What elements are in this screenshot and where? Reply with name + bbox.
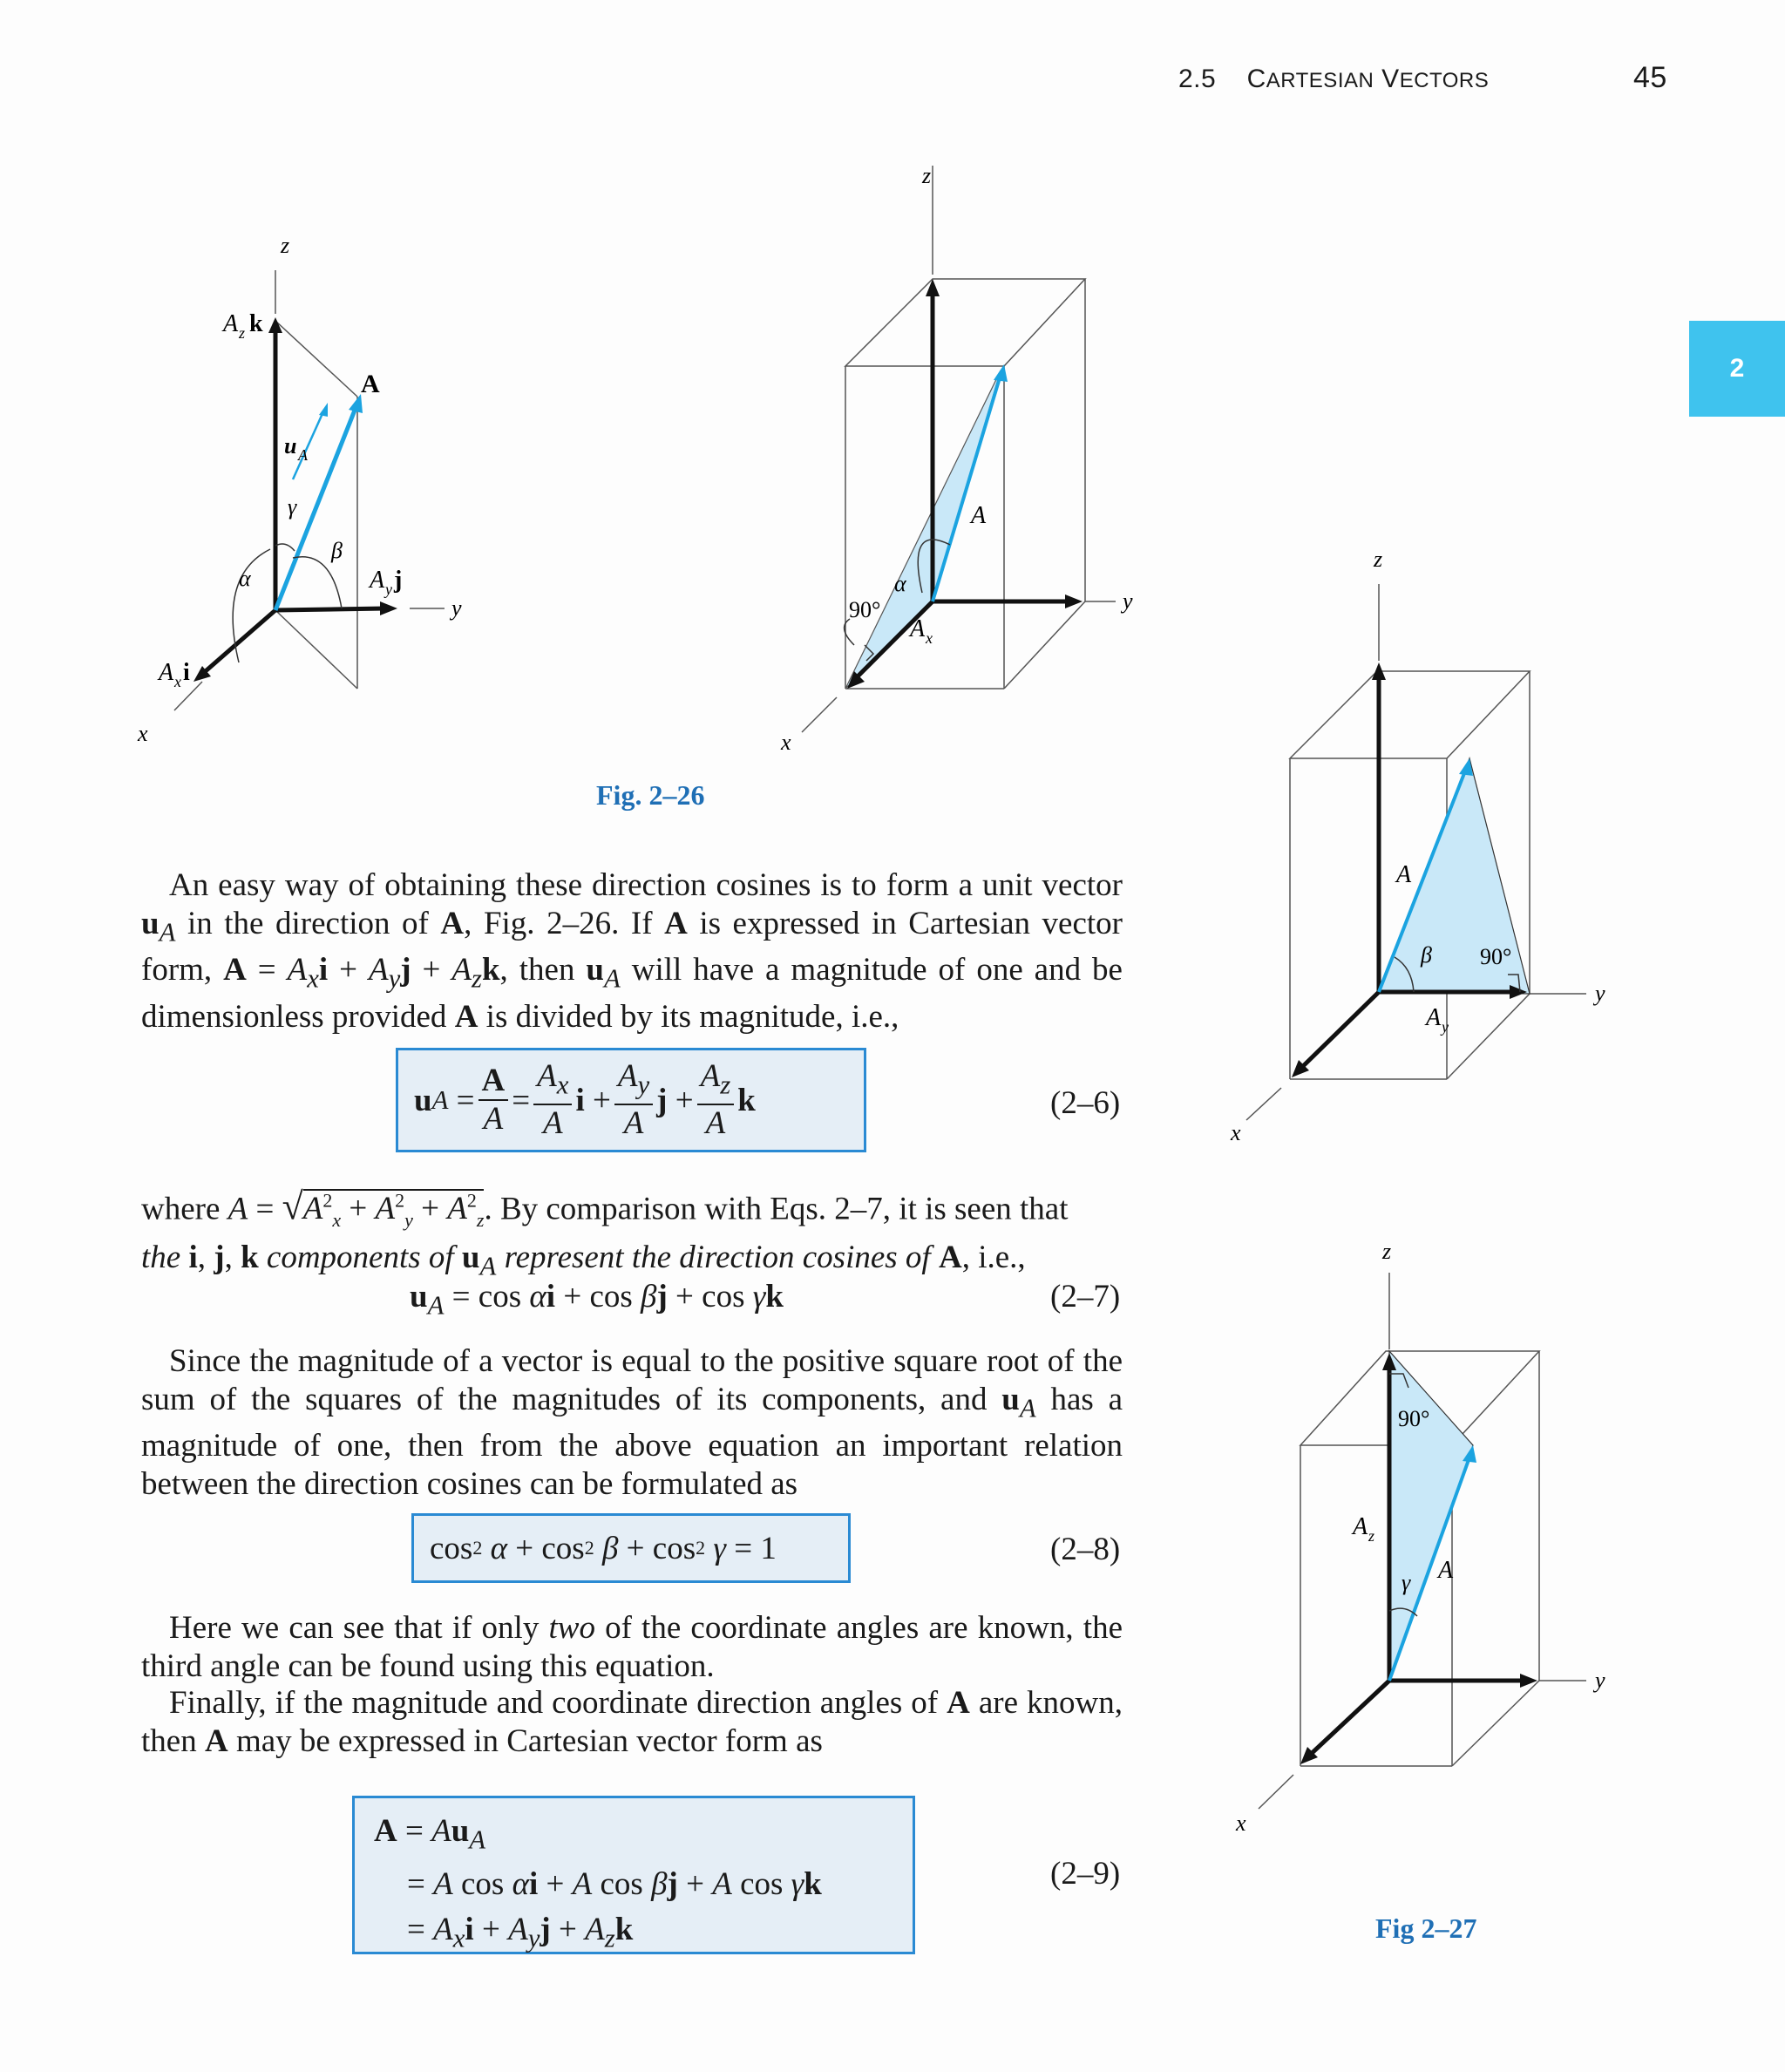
eq29-line-1: $A = Au_A$ [374, 1813, 486, 1855]
svg-text:A: A [1353, 1513, 1368, 1540]
svg-text:A: A [370, 567, 385, 594]
svg-text:A: A [298, 446, 308, 464]
equation-2-8: cos 2 α + cos 2 β + cos 2 γ = 1 [411, 1513, 851, 1583]
svg-text:y: y [1595, 1668, 1605, 1693]
svg-text:β: β [331, 538, 343, 563]
svg-text:y: y [451, 595, 462, 621]
paragraph-5: Finally, if the magnitude and coordinate direction angles of A are known, then A may be expressed in Cartesian vector form as [141, 1685, 1123, 1759]
svg-text:A: A [223, 310, 239, 337]
svg-text:y: y [1442, 1018, 1449, 1036]
svg-text:x: x [138, 721, 148, 746]
equation-2-9 [352, 1796, 915, 1954]
svg-text:z: z [239, 324, 246, 342]
running-header [1178, 65, 1489, 94]
chapter-tab: 2 [1689, 321, 1785, 417]
svg-text:A: A [971, 502, 987, 529]
svg-text:u: u [284, 433, 297, 459]
eq-number-2-6: (2–6) [1050, 1085, 1121, 1121]
svg-text:y: y [1595, 981, 1605, 1006]
eq-number-2-8: (2–8) [1050, 1532, 1121, 1567]
paragraph-3: Since the magnitude of a vector is equal to the positive square root of the sum of the squares of the magnitudes of its components, and $u_A$ has a magnitude of one, then from the above equation an important relation between the direction cosines can be formulated as [141, 1343, 1123, 1502]
svg-text:β: β [1421, 942, 1432, 968]
svg-text:x: x [1231, 1120, 1241, 1145]
svg-text:γ: γ [288, 494, 297, 520]
svg-text:90°: 90° [849, 597, 881, 622]
svg-text:A: A [159, 659, 174, 686]
svg-text:x: x [1236, 1810, 1246, 1836]
svg-text:α: α [239, 566, 251, 591]
paragraph-4: Here we can see that if only two of the coordinate angles are known, the third angle can be found using this equation. [141, 1610, 1123, 1684]
svg-text:j: j [394, 567, 403, 594]
svg-text:α: α [894, 571, 906, 596]
svg-text:k: k [249, 310, 263, 337]
fig26-right-diagram [767, 157, 1168, 767]
svg-text:z: z [1382, 1239, 1392, 1264]
svg-text:A: A [361, 370, 380, 398]
paragraph-2: where $A = √A^2_x + A^2_y + A^2_z$. By comparison with Eqs. 2–7, it is seen that the i, j, k components of $u_A$ represent the direction cosines of A, i.e., [141, 1185, 1069, 1281]
svg-text:90°: 90° [1480, 944, 1512, 969]
eq29-line-2: = A cos αi + A cos βj + A cos γk [407, 1866, 822, 1903]
svg-text:z: z [922, 163, 932, 188]
svg-text:z: z [281, 233, 290, 258]
svg-text:A: A [1396, 861, 1412, 888]
svg-text:y: y [1123, 588, 1133, 614]
svg-text:γ: γ [1402, 1570, 1411, 1595]
svg-text:z: z [1374, 547, 1383, 572]
arrowhead-y [380, 601, 397, 615]
svg-text:x: x [781, 730, 791, 755]
fig26-left-diagram [122, 227, 506, 750]
svg-text:A: A [1426, 1004, 1442, 1031]
eq-number-2-9: (2–9) [1050, 1856, 1121, 1892]
fig26-caption: Fig. 2–26 [596, 779, 705, 811]
fig27-bottom-diagram [1211, 1220, 1630, 1848]
svg-text:x: x [174, 673, 181, 690]
svg-text:i: i [183, 659, 190, 686]
section-number: 2.5 [1178, 65, 1217, 93]
equation-2-6: u A = $\frac{A}{A}$ = $\frac{A_x}{A}$ i + $\frac{A_y}{A}$ j + $\frac{A_z}{A}$ k [396, 1048, 866, 1152]
equation-2-7: $u_A = \cos \alpha i + \cos \beta j + \cos \gamma k$ [410, 1279, 784, 1321]
section-title: CARTESIAN VECTORS [1246, 65, 1490, 93]
svg-text:A: A [910, 615, 926, 642]
svg-text:90°: 90° [1398, 1406, 1430, 1431]
fig27-caption: Fig 2–27 [1375, 1912, 1477, 1944]
page-number: 45 [1633, 61, 1667, 94]
eq29-line-3: = $A_xi + A_yj + A_zk$ [407, 1912, 634, 1953]
fig27-top-diagram [1211, 540, 1630, 1151]
svg-text:y: y [385, 581, 392, 598]
svg-text:A: A [1438, 1557, 1454, 1584]
paragraph-1: An easy way of obtaining these direction cosines is to form a unit vector $u_A$ in the direction of A, Fig. 2–26. If A is expressed in Cartesian vector form, $A = A_xi + A_yj + A_zk$, then $u_A$ will have a magnitude of one and be dimensionless provided A is divided by its magnitude, i.e., [141, 867, 1123, 1036]
svg-text:x: x [926, 629, 933, 647]
svg-text:z: z [1368, 1527, 1375, 1545]
eq-number-2-7: (2–7) [1050, 1279, 1121, 1315]
